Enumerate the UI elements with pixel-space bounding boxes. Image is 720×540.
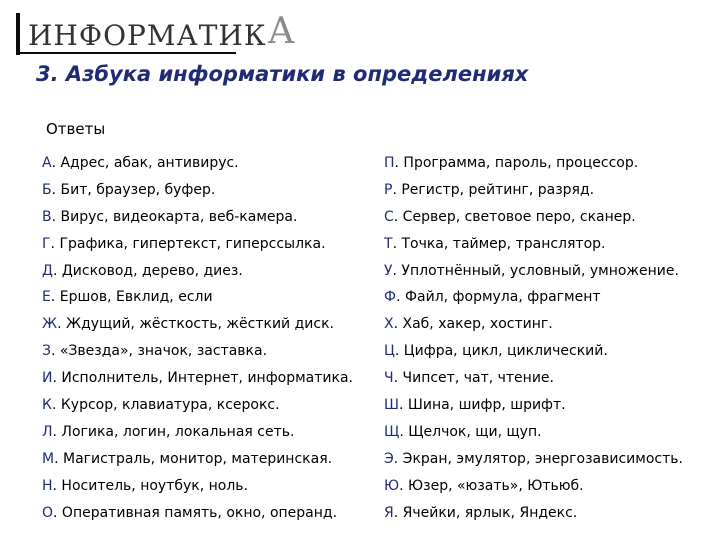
entry-letter: В	[42, 208, 52, 225]
list-item	[384, 446, 714, 473]
entry-text: . Юзер, «юзать», Ютьюб.	[399, 477, 584, 494]
list-item	[384, 177, 714, 204]
entry-text: . Ячейки, ярлык, Яндекс.	[393, 504, 578, 521]
entry-text: . Логика, логин, локальная сеть.	[52, 423, 295, 440]
entry-text: . Хаб, хакер, хостинг.	[393, 316, 553, 333]
list-item	[384, 473, 714, 500]
entry-letter: Ч	[384, 370, 394, 387]
entry-letter: С	[384, 208, 394, 225]
entry-text: . Ждущий, жёсткость, жёсткий диск.	[57, 316, 334, 333]
entry-text: . Чипсет, чат, чтение.	[393, 370, 554, 387]
left-column	[42, 150, 382, 526]
list-item	[384, 284, 714, 311]
entry-letter: Х	[384, 316, 394, 333]
page-title: 3. Азбука информатики в определениях	[36, 62, 529, 86]
entry-letter: Р	[384, 181, 393, 198]
entry-letter: Т	[384, 235, 393, 252]
entry-text: . Дисковод, дерево, диез.	[52, 262, 243, 279]
entry-text: . «Звезда», значок, заставка.	[50, 343, 268, 360]
entry-text: . Магистраль, монитор, материнская.	[54, 450, 333, 467]
entry-text: . Носитель, ноутбук, ноль.	[52, 477, 248, 494]
list-item	[384, 338, 714, 365]
entry-text: . Графика, гипертекст, гиперссылка.	[50, 235, 326, 252]
entry-letter: Ф	[384, 289, 397, 306]
entry-text: . Шина, шифр, шрифт.	[398, 397, 566, 414]
entry-letter: Ц	[384, 343, 395, 360]
entry-text: . Щелчок, щи, щуп.	[399, 423, 542, 440]
list-item	[42, 311, 382, 338]
list-item	[42, 284, 382, 311]
entry-text: . Регистр, рейтинг, разряд.	[392, 181, 595, 198]
list-item	[384, 365, 714, 392]
list-item	[42, 419, 382, 446]
entry-text: . Вирус, видеокарта, веб-камера.	[51, 208, 298, 225]
list-item	[42, 150, 382, 177]
list-item	[42, 365, 382, 392]
entry-letter: Э	[384, 450, 394, 467]
list-item	[42, 500, 382, 527]
list-item	[384, 258, 714, 285]
list-item	[384, 419, 714, 446]
entry-text: . Адрес, абак, антивирус.	[51, 155, 239, 171]
entry-letter: Н	[42, 477, 53, 494]
entry-text: . Цифра, цикл, циклический.	[394, 343, 608, 360]
brand-text: ИНФОРМАТИК	[28, 19, 267, 52]
entry-letter: Ш	[384, 397, 399, 414]
list-item	[42, 231, 382, 258]
entry-letter: П	[384, 155, 395, 171]
list-item	[42, 258, 382, 285]
entry-text: . Исполнитель, Интернет, информатика.	[52, 370, 353, 387]
list-item	[42, 177, 382, 204]
brand-logo	[28, 10, 295, 50]
entry-letter: Л	[42, 423, 53, 440]
entry-letter: У	[384, 262, 393, 279]
entry-letter: Щ	[384, 423, 400, 440]
entry-text: . Бит, браузер, буфер.	[51, 181, 216, 198]
list-item	[384, 150, 714, 177]
entry-letter: Я	[384, 504, 394, 521]
entry-letter: К	[42, 397, 52, 414]
list-item	[384, 311, 714, 338]
entry-letter: Г	[42, 235, 51, 252]
list-item	[42, 204, 382, 231]
entry-letter: Ю	[384, 477, 400, 494]
entry-text: . Программа, пароль, процессор.	[394, 155, 639, 171]
entry-letter: З	[42, 343, 51, 360]
list-item	[42, 473, 382, 500]
entry-text: . Точка, таймер, транслятор.	[392, 235, 606, 252]
entry-text: . Ершов, Евклид, если	[50, 289, 213, 306]
entry-text: . Экран, эмулятор, энергозависимость.	[393, 450, 683, 467]
entry-letter: Ж	[42, 316, 58, 333]
entry-text: . Сервер, световое перо, сканер.	[393, 208, 636, 225]
entry-text: . Файл, формула, фрагмент	[396, 289, 601, 306]
entry-text: . Оперативная память, окно, операнд.	[53, 504, 338, 521]
brand-bar	[16, 13, 20, 55]
list-item	[42, 338, 382, 365]
list-item	[384, 204, 714, 231]
brand-rule	[16, 52, 236, 54]
brand-letter: А	[267, 11, 295, 52]
entry-letter: Б	[42, 181, 52, 198]
entry-letter: А	[42, 155, 52, 171]
entry-letter: Д	[42, 262, 53, 279]
entry-text: . Курсор, клавиатура, ксерокс.	[51, 397, 280, 414]
entry-letter: М	[42, 450, 55, 467]
list-item	[42, 446, 382, 473]
entry-letter: О	[42, 504, 54, 521]
entry-letter: И	[42, 370, 53, 387]
entry-text: . Уплотнённый, условный, умножение.	[392, 262, 679, 279]
list-item	[384, 231, 714, 258]
list-item	[384, 392, 714, 419]
subtitle: Ответы	[46, 120, 106, 138]
list-item	[42, 392, 382, 419]
entry-letter: Е	[42, 289, 51, 306]
right-column	[384, 150, 714, 526]
list-item	[384, 500, 714, 527]
